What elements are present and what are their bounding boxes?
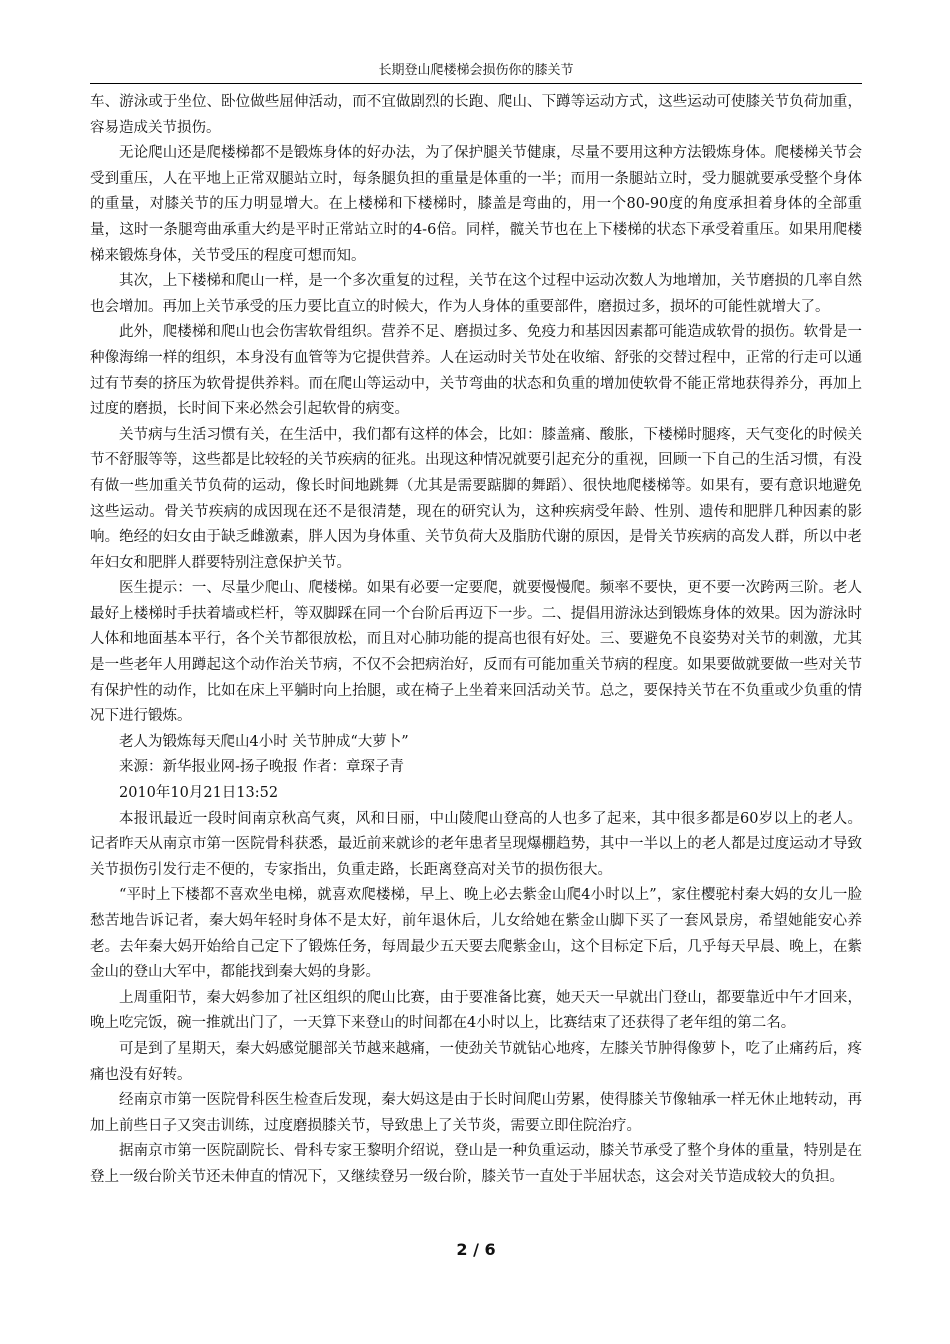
paragraph: “平时上下楼都不喜欢坐电梯，就喜欢爬楼梯，早上、晚上必去紫金山爬4小时以上”，家住樱驼村秦大妈的女儿一脸愁苦地告诉记者，秦大妈年轻时身体不是太好，前年退休后，儿女给她在紫金山脚下买了一套风景房，希望她能安心养老。去年秦大妈开始给自己定下了锻炼任务，每周最少五天要去爬紫金山，这个目标定下后，几乎每天早晨、晚上，在紫金山的登山大军中，都能找到秦大妈的身影。 [90,887,862,981]
page-header [90,62,862,84]
page-number: 2 / 6 [456,1240,496,1259]
header-title: 长期登山爬楼梯会损伤你的膝关节 [378,63,574,78]
article-headline: 老人为锻炼每天爬山4小时 关节肿成“大萝卜” [119,733,409,750]
paragraph: 医生提示：一、尽量少爬山、爬楼梯。如果有必要一定要爬，就要慢慢爬。频率不要快，更不要一次跨两三阶。老人最好上楼梯时手扶着墙或栏杆，等双脚踩在同一个台阶后再迈下一步。二、提倡用游泳达到锻炼身体的效果。因为游泳时人体和地面基本平行，各个关节都很放松，而且对心肺功能的提高也很有好处。三、要避免不良姿势对关节的刺激，尤其是一些老年人用蹲起这个动作治关节病，不仅不会把病治好，反而有可能加重关节病的程度。如果要做就要做一些对关节有保护性的动作，比如在床上平躺时向上抬腿，或在椅子上坐着来回活动关节。总之，要保持关节在不负重或少负重的情况下进行锻炼。 [90,580,862,725]
paragraph: 本报讯最近一段时间南京秋高气爽，风和日丽，中山陵爬山登高的人也多了起来，其中很多都是60岁以上的老人。记者昨天从南京市第一医院骨科获悉，最近前来就诊的老年患者呈现爆棚趋势，其中一半以上的老人都是过度运动才导致关节损伤引发行走不便的，专家指出，负重走路，长距离登高对关节的损伤很大。 [90,810,862,878]
paragraph: 其次，上下楼梯和爬山一样，是一个多次重复的过程，关节在这个过程中运动次数人为地增加，关节磨损的几率自然也会增加。再加上关节承受的压力要比直立的时候大，作为人身体的重要部件，磨损过多，损坏的可能性就增大了。 [90,273,862,315]
paragraph: 此外，爬楼梯和爬山也会伤害软骨组织。营养不足、磨损过多、免疫力和基因因素都可能造成软骨的损伤。软骨是一种像海绵一样的组织，本身没有血管等为它提供营养。人在运动时关节处在收缩、舒张的交替过程中，正常的行走可以通过有节奏的挤压为软骨提供养料。而在爬山等运动中，关节弯曲的状态和负重的增加使软骨不能正常地获得养分，再加上过度的磨损，长时间下来必然会引起软骨的病变。 [90,324,862,418]
paragraph: 可是到了星期天，秦大妈感觉腿部关节越来越痛，一使劲关节就钻心地疼，左膝关节肿得像萝卜，吃了止痛药后，疼痛也没有好转。 [90,1040,862,1083]
paragraph: 无论爬山还是爬楼梯都不是锻炼身体的好办法，为了保护腿关节健康，尽量不要用这种方法锻炼身体。爬楼梯关节会受到重压，人在平地上正常双腿站立时，每条腿负担的重量是体重的一半；而用一条腿站立时，受力腿就要承受整个身体的重量，对膝关节的压力明显增大。在上楼梯和下楼梯时，膝盖是弯曲的，用一个80-90度的角度承担着身体的全部重量，这时一条腿弯曲承重大约是平时正常站立时的4-6倍。同样，髋关节也在上下楼梯的状态下承受着重压。如果用爬楼梯来锻炼身体，关节受压的程度可想而知。 [90,145,862,264]
article-source: 来源：新华报业网-扬子晚报 作者：章琛子青 [119,759,405,776]
article-date: 2010年10月21日13:52 [119,785,279,802]
document-body [90,90,862,1191]
paragraph: 车、游泳或于坐位、卧位做些屈伸活动，而不宜做剧烈的长跑、爬山、下蹲等运动方式，这些运动可使膝关节负荷加重，容易造成关节损伤。 [90,94,862,136]
paragraph: 经南京市第一医院骨科医生检查后发现，秦大妈这是由于长时间爬山劳累，使得膝关节像轴承一样无休止地转动，再加上前些日子又突击训练，过度磨损膝关节，导致患上了关节炎，需要立即住院治疗。 [90,1092,862,1134]
paragraph: 关节病与生活习惯有关，在生活中，我们都有这样的体会，比如：膝盖痛、酸胀，下楼梯时腿疼，天气变化的时候关节不舒服等等，这些都是比较轻的关节疾病的征兆。出现这种情况就要引起充分的重视，回顾一下自己的生活习惯，有没有做一些加重关节负荷的运动，像长时间地跳舞（尤其是需要踮脚的舞蹈）、很快地爬楼梯等。如果有，要有意识地避免这些运动。骨关节疾病的成因现在还不是很清楚，现在的研究认为，这种疾病受年龄、性别、遗传和肥胖几种因素的影响。绝经的妇女由于缺乏雌激素，胖人因为身体重、关节负荷大及脂肪代谢的原因，是骨关节疾病的高发人群，所以中老年妇女和肥胖人群要特别注意保护关节。 [90,426,862,571]
paragraph: 上周重阳节，秦大妈参加了社区组织的爬山比赛，由于要准备比赛，她天天一早就出门登山，都要靠近中午才回来，晚上吃完饭，碗一推就出门了，一天算下来登山的时间都在4小时以上，比赛结束了还获得了老年组的第二名。 [90,989,862,1032]
paragraph: 据南京市第一医院副院长、骨科专家王黎明介绍说，登山是一种负重运动，膝关节承受了整个身体的重量，特别是在登上一级台阶关节还未伸直的情况下，又继续登另一级台阶，膝关节一直处于半屈状态，这会对关节造成较大的负担。 [90,1143,862,1185]
